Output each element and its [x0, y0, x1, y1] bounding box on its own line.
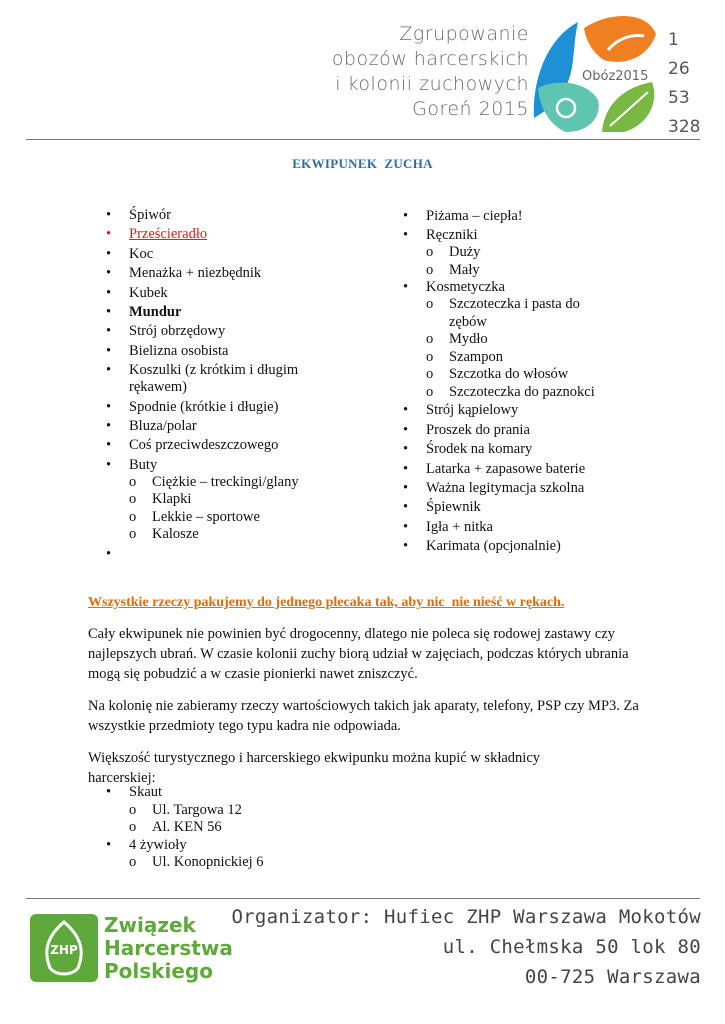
list-item: • 4 żywioły [106, 836, 187, 853]
circle-bullet-icon: o [426, 296, 434, 313]
sub-list-item: o Szczoteczka do paznokci [426, 383, 595, 400]
list-item: • Środek na komary [403, 441, 533, 458]
camp-name-line-2: obozów harcerskich [331, 48, 529, 70]
list-item: • Menażka + niezbędnik [106, 265, 262, 282]
zhp-logo-icon [28, 908, 248, 988]
bullet-icon: • [403, 499, 409, 516]
page-header [0, 0, 725, 140]
list-item: • Spodnie (krótkie i długie) [106, 398, 279, 415]
list-item: • Coś przeciwdeszczowego [106, 437, 279, 454]
camp-name-line-3: i kolonii zuchowych [335, 73, 529, 95]
circle-bullet-icon: o [426, 244, 434, 261]
logo-line-3: Polskiego [104, 959, 213, 983]
bullet-icon: • [106, 265, 112, 282]
sub-list-item: o Szczotka do włosów [426, 366, 569, 383]
circle-bullet-icon: o [426, 331, 434, 348]
circle-bullet-icon: o [426, 383, 434, 400]
list-item: • Piżama – ciepła! [403, 208, 523, 224]
bullet-icon: • [106, 417, 112, 434]
equipment-list-left [104, 207, 364, 565]
list-item: • Śpiewnik [403, 499, 481, 516]
shop-list [104, 784, 264, 872]
camp-numbers [668, 26, 700, 142]
leaves-logo-icon [528, 8, 666, 136]
list-item: • Strój kąpielowy [403, 402, 519, 419]
list-item: • Śpiwór [106, 207, 171, 223]
list-link-sheet[interactable]: Prześcieradło [129, 226, 208, 243]
sub-list-item: o Al. KEN 56 [129, 819, 222, 835]
bullet-icon: • [106, 245, 112, 262]
bullet-icon: • [403, 208, 409, 224]
organizer-address [231, 902, 701, 992]
equipment-list-right [401, 208, 661, 558]
empty-list-item [104, 546, 364, 563]
list-item: • Kubek [106, 284, 168, 301]
sub-list-item: o Ul. Targowa 12 [129, 801, 242, 818]
bullet-icon: • [403, 460, 409, 477]
sub-list-item: o Klapki [129, 491, 192, 508]
bullet-icon: • [403, 227, 409, 244]
sub-list-item: o Szczoteczka i pasta do zębów [426, 296, 580, 330]
circle-bullet-icon: o [129, 819, 137, 835]
bullet-icon: • [403, 421, 409, 438]
circle-bullet-icon: o [129, 801, 137, 818]
list-item [104, 226, 364, 243]
paragraph-valuables: Cały ekwipunek nie powinien być drogocenny, dlatego nie poleca się rodowej zastawy czy najlepszych ubrań. W czasie kolonii zuchy biorą udział w zajęciach, podczas których ubrania mogą się pobudzić a w czasie pionierki nawet zniszczyć. [88, 626, 629, 682]
bullet-icon: • [403, 441, 409, 458]
list-item: • Latarka + zapasowe baterie [403, 460, 586, 477]
sub-list-item: o Duży [426, 244, 481, 261]
camp-number-3: 53 [668, 88, 690, 108]
bullet-icon: • [106, 323, 112, 340]
sub-list-item: o Ciężkie – treckingi/glany [129, 473, 299, 490]
camp-name-line-1: Zgrupowanie [399, 23, 529, 45]
document-title: EKWIPUNEK ZUCHA [292, 156, 433, 171]
bullet-icon: • [403, 279, 409, 296]
sub-list-item: o Kalosze [129, 526, 199, 543]
logo-line-1: Związek [104, 913, 196, 937]
header-divider [26, 139, 700, 140]
street-line: ul. Chełmska 50 lok 80 [442, 936, 701, 958]
list-item: • Koc [106, 245, 154, 262]
circle-bullet-icon: o [129, 473, 137, 490]
circle-bullet-icon: o [129, 508, 137, 525]
list-item: • Proszek do prania [403, 421, 530, 438]
camp-badge: Obóz2015 [582, 69, 649, 84]
list-item: • Ważna legitymacja szkolna [403, 479, 585, 496]
list-item: • Buty [106, 456, 158, 473]
circle-bullet-icon: o [129, 854, 137, 870]
footer-divider [26, 898, 700, 899]
bullet-icon: • [403, 479, 409, 496]
camp-number-1: 1 [668, 30, 679, 50]
bullet-icon: • [106, 784, 112, 800]
sub-list-item: o Lekkie – sportowe [129, 508, 260, 525]
list-item: • Igła + nitka [403, 518, 493, 535]
bullet-icon: • [106, 226, 112, 243]
bullet-icon: • [106, 342, 112, 359]
list-item: • Bluza/polar [106, 417, 197, 434]
bullet-icon: • [106, 545, 112, 562]
bullet-icon: • [106, 437, 112, 454]
logo-line-2: Harcerstwa [104, 936, 233, 960]
bullet-icon: • [106, 362, 112, 379]
organizer-line: Organizator: Hufiec ZHP Warszawa Mokotów [231, 906, 701, 928]
bullet-icon: • [403, 402, 409, 419]
bullet-icon: • [403, 538, 409, 555]
camp-number-2: 26 [668, 59, 690, 79]
circle-bullet-icon: o [426, 348, 434, 365]
list-item: • Karimata (opcjonalnie) [403, 538, 561, 555]
sub-list-item: o Mały [426, 261, 480, 278]
circle-bullet-icon: o [426, 366, 434, 383]
list-item: • Strój obrzędowy [106, 323, 226, 340]
list-item: • Bielizna osobista [106, 342, 229, 359]
packing-notice: Wszystkie rzeczy pakujemy do jednego plecaka tak, aby nic nie nieść w rękach. [88, 595, 565, 610]
camp-name [332, 22, 529, 122]
paragraph-shop: Większość turystycznego i harcerskiego ekwipunku można kupić w składnicy harcerskiej: [88, 750, 541, 786]
bullet-icon: • [106, 836, 112, 853]
list-item: • Skaut [106, 784, 163, 800]
sub-list-item: o Ul. Konopnickiej 6 [129, 854, 264, 870]
city-line: 00-725 Warszawa [524, 966, 701, 988]
camp-name-line-4: Goreń 2015 [412, 98, 529, 120]
list-item: • Mundur [106, 303, 182, 320]
bullet-icon: • [106, 398, 112, 415]
list-item: • Koszulki (z krótkim i długim rękawem) [106, 362, 299, 396]
circle-bullet-icon: o [129, 491, 137, 508]
camp-number-4: 328 [668, 117, 701, 137]
circle-bullet-icon: o [129, 526, 137, 543]
bullet-icon: • [106, 303, 112, 320]
circle-bullet-icon: o [426, 261, 434, 278]
bullet-icon: • [106, 284, 112, 301]
sub-list-item: o Mydło [426, 331, 488, 348]
sub-list-item: o Szampon [426, 348, 503, 365]
bullet-icon: • [106, 456, 112, 473]
list-item: • Ręczniki [403, 227, 478, 244]
list-item: • Kosmetyczka [403, 279, 505, 296]
zhp-mark-text: ZHP [50, 943, 78, 957]
paragraph-electronics: Na kolonię nie zabieramy rzeczy wartościowych takich jak aparaty, telefony, PSP czy MP3. Za wszystkie przedmioty tego typu kadra nie odpowiada. [88, 698, 639, 734]
bullet-icon: • [106, 207, 112, 223]
bullet-icon: • [403, 518, 409, 535]
